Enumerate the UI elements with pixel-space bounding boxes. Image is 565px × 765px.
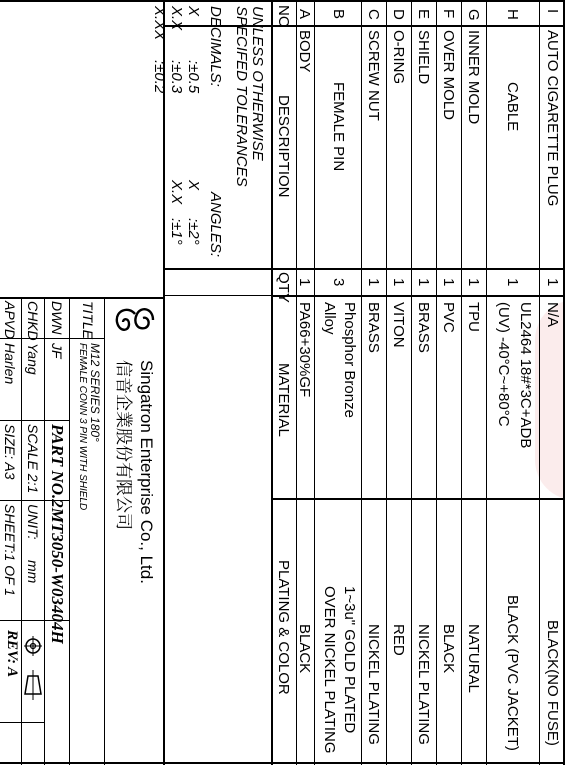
singatron-logo-icon [111, 300, 157, 340]
header-qty: QTY [275, 272, 292, 303]
item-color: BLACK (PVC JACKET) [504, 595, 521, 751]
tolerance-heading-line1: UNLESS OTHERWISE [249, 6, 266, 161]
item-qty: 1 [544, 278, 561, 287]
part-number: PART NO.2MT3050-W03404H [48, 424, 67, 644]
item-color: NICKEL PLATING [415, 624, 432, 745]
item-material: N/A [544, 302, 561, 328]
item-description: FEMALE PIN [330, 82, 347, 172]
item-material-line2: (UV) -40°C~+80°C [495, 302, 512, 427]
item-color: BLACK [440, 624, 457, 674]
dwn-label: DWN [49, 301, 65, 335]
item-qty: 1 [390, 278, 407, 287]
unit-label: UNIT: [25, 504, 41, 540]
angles-label: ANGLES: [207, 192, 224, 258]
item-description: OVER MOLD [440, 30, 457, 121]
header-description: DESCRIPTION [275, 95, 292, 198]
tolerance-value: :±1° [168, 218, 185, 245]
tolerance-value: :±0.3 [168, 60, 185, 94]
item-no: A [296, 9, 313, 20]
tolerance-value: X.X [168, 180, 185, 205]
decimals-label: DECIMALS: [207, 6, 224, 87]
apvd-value: Harlen [2, 343, 18, 385]
item-color: RED [390, 624, 407, 656]
item-no: C [365, 9, 382, 20]
projection-symbol-icon [23, 628, 43, 718]
item-description: O-RING [390, 30, 407, 85]
item-material-line2: Alloy [321, 302, 338, 335]
item-material: Phosphor Bronze [341, 302, 358, 418]
item-material: BRASS [415, 302, 432, 353]
item-color: BLACK [296, 624, 313, 674]
item-qty: 1 [465, 278, 482, 287]
scale: SCALE 2:1 [25, 424, 41, 494]
item-qty: 1 [440, 278, 457, 287]
chkd-label: CHKD [25, 301, 41, 341]
tolerance-heading-line2: SPECIFED TOLERANCES [233, 6, 250, 187]
sheet-size: SIZE: A3 [2, 424, 18, 480]
item-material: PVC [440, 302, 457, 333]
apvd-label: APVD [2, 301, 18, 340]
tolerance-value: :±0.5 [185, 60, 202, 94]
item-description: INNER MOLD [465, 30, 482, 125]
chkd-value: Yang [25, 343, 41, 375]
header-material: MATERIAL [275, 363, 292, 437]
title-line2: FEMALE CONN 3 PIN WITH SHIELD [77, 343, 88, 511]
unit-value: mm [25, 560, 41, 584]
tolerance-value: X.X [168, 6, 185, 31]
item-description: CABLE [504, 82, 521, 132]
item-no: H [504, 9, 521, 20]
item-material: UL2464 18#*3C+ADB [517, 302, 534, 449]
item-qty: 1 [296, 278, 313, 287]
item-material: BRASS [365, 302, 382, 353]
company-name: Singatron Enterprise Co., Ltd. [137, 360, 156, 584]
header-plating-color: PLATING & COLOR [275, 560, 292, 695]
item-no: G [465, 9, 482, 21]
item-color: 1~3u" GOLD PLATED [341, 586, 358, 734]
item-no: B [330, 9, 347, 20]
item-material: TPU [465, 302, 482, 332]
item-qty: 3 [330, 278, 347, 287]
item-description: AUTO CIGARETTE PLUG [544, 30, 561, 207]
tolerance-value: X [185, 180, 202, 191]
title-line1: M12 SERIES 180° [88, 343, 102, 442]
title-label: TITLE [80, 301, 96, 340]
item-description: BODY [296, 30, 313, 73]
tolerance-value: :±0.2 [151, 60, 168, 94]
item-material: VITON [390, 302, 407, 348]
item-qty: 1 [504, 278, 521, 287]
item-qty: 1 [415, 278, 432, 287]
item-no: D [390, 9, 407, 20]
revision: REV: A [4, 630, 20, 678]
item-no: F [440, 9, 457, 19]
company-name-chinese: 信音企業股份有限公司 [113, 360, 133, 530]
item-color-line2: OVER NICKEL PLATING [321, 586, 338, 754]
tolerance-value: X.XX [151, 6, 168, 41]
item-material: PA66+30%GF [296, 302, 313, 398]
item-no: I [544, 9, 561, 14]
header-no: NO [275, 5, 292, 28]
item-qty: 1 [365, 278, 382, 287]
item-description: SHIELD [415, 30, 432, 85]
dwn-value: JF [49, 343, 65, 359]
item-color: BLACK(NO FUSE) [544, 620, 561, 746]
item-color: NATURAL [465, 624, 482, 693]
item-color: NICKEL PLATING [365, 624, 382, 745]
item-no: E [415, 9, 432, 20]
tolerance-value: X [185, 6, 202, 17]
sheet-number: SHEET:1 OF 1 [2, 504, 18, 597]
item-description: SCREW NUT [365, 30, 382, 121]
tolerance-value: :±2° [185, 218, 202, 245]
